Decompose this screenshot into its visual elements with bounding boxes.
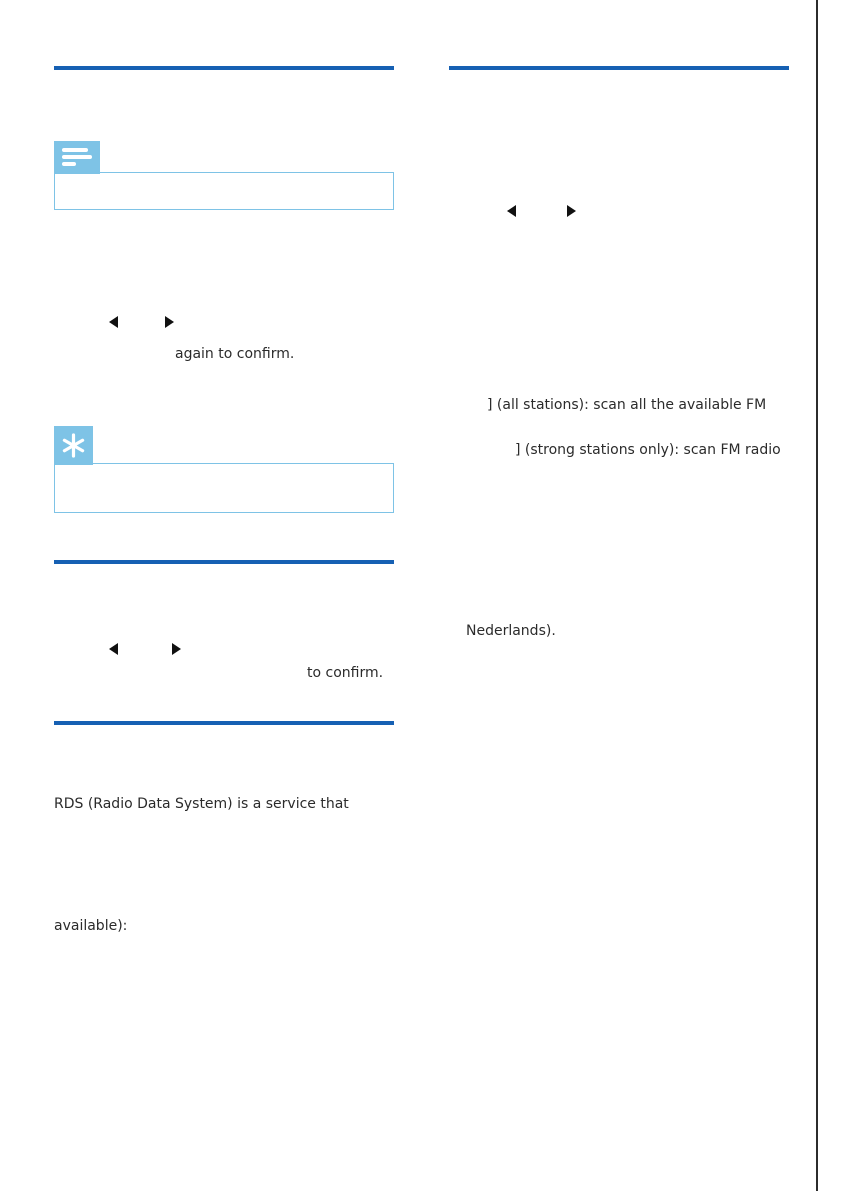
all-stations-text: ] (all stations): scan all the available FM (487, 397, 767, 413)
tip-tab (54, 426, 93, 465)
confirm-again-text: again to confirm. (175, 346, 295, 362)
rds-intro-text: RDS (Radio Data System) is a service that (54, 796, 349, 812)
left-arrow-icon (109, 643, 118, 655)
section-rule (54, 560, 394, 564)
right-arrow-icon (172, 643, 181, 655)
confirm-text: to confirm. (307, 665, 384, 681)
left-arrow-icon (109, 316, 118, 328)
right-arrow-icon (165, 316, 174, 328)
note-lines-icon (54, 141, 100, 174)
section-rule (449, 66, 789, 70)
asterisk-tip-icon (54, 426, 93, 465)
section-rule (54, 66, 394, 70)
note-box (54, 172, 394, 210)
page-edge-line (816, 0, 818, 1191)
available-text: available): (54, 918, 128, 934)
nederlands-text: Nederlands). (466, 623, 556, 639)
strong-stations-text: ] (strong stations only): scan FM radio (515, 442, 781, 458)
section-rule (54, 721, 394, 725)
tip-box (54, 463, 394, 513)
left-arrow-icon (507, 205, 516, 217)
right-arrow-icon (567, 205, 576, 217)
note-tab (54, 141, 100, 174)
